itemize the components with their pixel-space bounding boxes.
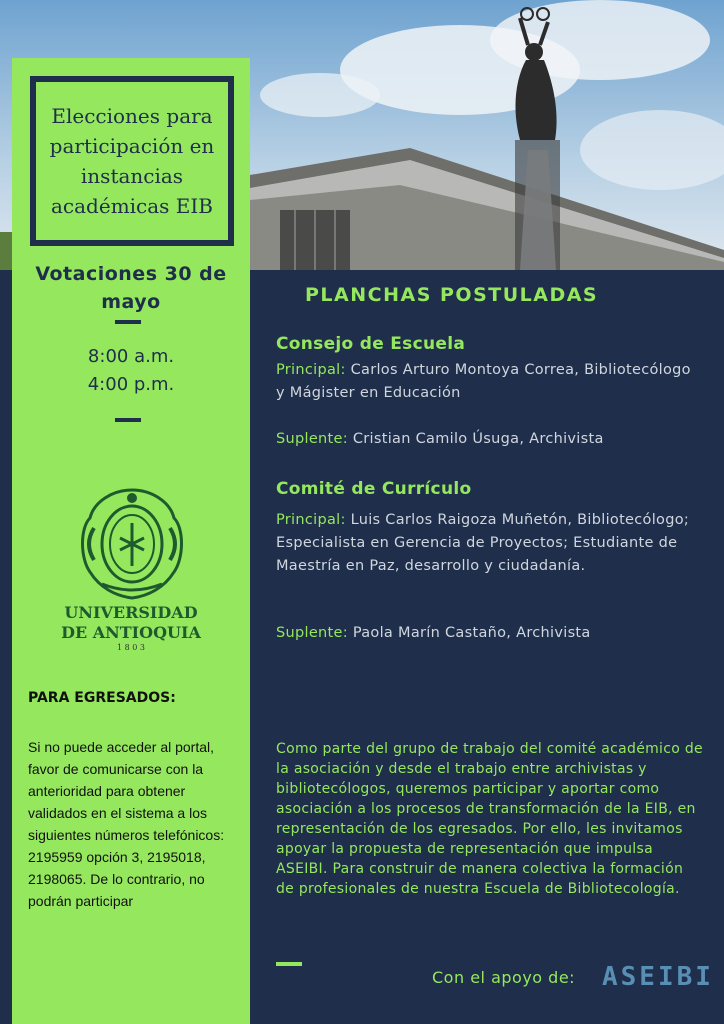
consejo-suplente [276,428,696,451]
principal-label: Principal: [276,512,346,528]
comite-suplente [276,622,696,645]
consejo-principal [276,359,696,405]
planchas-heading: PLANCHAS POSTULADAS [305,284,599,306]
principal-text: Carlos Arturo Montoya Correa, Bibliotecólogo y Mágister en Educación [276,362,691,401]
university-year: 1 8 0 3 [117,643,145,652]
time-start: 8:00 a.m. [87,346,175,367]
suplente-text: Cristian Camilo Úsuga, Archivista [347,431,604,447]
suplente-text: Paola Marín Castaño, Archivista [347,625,591,641]
event-title: Elecciones para participación en instancias académicas EIB [49,104,215,218]
association-paragraph: Como parte del grupo de trabajo del comité académico de la asociación y desde el trabajo entre archivistas y bibliotecólogos, queremos participar y aportar como asociación a los procesos de transformación de la EIB, en representación de los egresados. Por ello, les invitamos apoyar la propuesta de representación que impulsa ASEIBI. Para construir de manera colectiva la formación de profesionales de nuestra Escuela de Bibliotecología. [276,741,703,897]
university-name-line1: UNIVERSIDAD [64,603,198,622]
voting-date: Votaciones 30 de mayo [35,263,227,313]
suplente-label: Suplente: [276,625,348,641]
consejo-heading: Consejo de Escuela [276,334,466,354]
graduates-heading: PARA EGRESADOS: [28,690,176,706]
divider [115,320,141,324]
university-crest-icon [72,488,192,604]
support-label: Con el apoyo de: [432,968,576,987]
time-end: 4:00 p.m. [87,374,175,395]
suplente-label: Suplente: [276,431,348,447]
comite-heading: Comité de Currículo [276,479,472,499]
divider [115,418,141,422]
divider [276,962,302,966]
aseibi-logo: ASEIBI [602,962,714,992]
comite-principal [276,509,696,578]
left-column [12,58,250,1024]
event-title-box [30,76,234,246]
principal-text: Luis Carlos Raigoza Muñetón, Bibliotecólogo; Especialista en Gerencia de Proyectos; Estudiante de Maestría en Paz, desarrollo y ciudadanía. [276,512,690,574]
university-name-line2: DE ANTIOQUIA [61,623,201,642]
graduates-instructions: Si no puede acceder al portal, favor de comunicarse con la anterioridad para obtener validados en el sistema a los siguientes números telefónicos: 2195959 opción 3, 2195018, 2198065. De lo contrario, no podrán participar [28,739,225,909]
principal-label: Principal: [276,362,346,378]
